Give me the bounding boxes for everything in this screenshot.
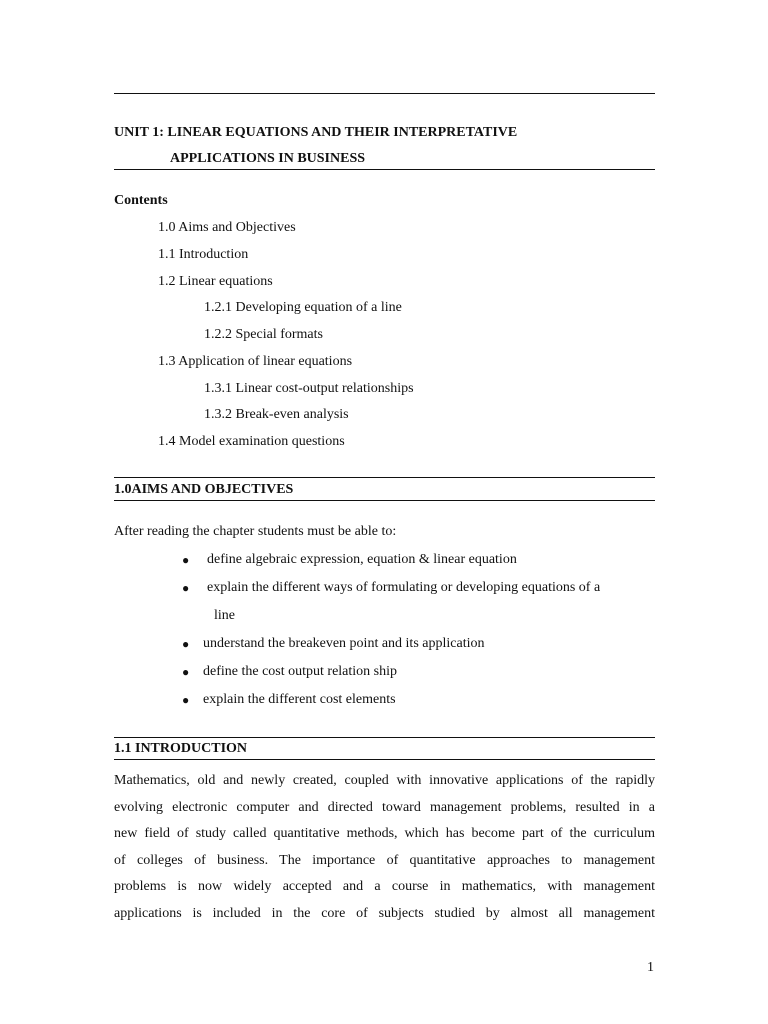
top-rule <box>114 93 655 94</box>
bullet-dot: ● <box>182 581 190 595</box>
aims-bottom-rule <box>114 500 655 501</box>
intro-line: evolving electronic computer and directed toward management problems, resulted in a <box>114 799 655 815</box>
aims-bullet: define algebraic expression, equation & linear equation <box>207 552 517 567</box>
contents-heading: Contents <box>114 193 168 208</box>
aims-top-rule <box>114 477 655 478</box>
intro-line: new field of study called quantitative methods, which has become part of the curriculum <box>114 826 655 842</box>
intro-line: Mathematics, old and newly created, coupled with innovative applications of the rapidly <box>114 773 655 788</box>
aims-bullet: explain the different ways of formulating or developing equations of a <box>207 580 601 595</box>
intro-line: applications is included in the core of subjects studied by almost all management <box>114 905 655 921</box>
bullet-dot: ● <box>182 665 190 679</box>
bullet-dot: ● <box>182 553 190 567</box>
aims-intro: After reading the chapter students must be able to: <box>114 524 397 539</box>
toc-subitem: 1.3.2 Break-even analysis <box>204 407 349 422</box>
title-bottom-rule <box>114 169 655 170</box>
page-number: 1 <box>647 960 654 975</box>
intro-line: of colleges of business. The importance of quantitative approaches to management <box>114 852 655 868</box>
toc-item: 1.3 Application of linear equations <box>158 354 353 369</box>
intro-line: problems is now widely accepted and a course in mathematics, with management <box>114 879 655 895</box>
toc-item: 1.2 Linear equations <box>158 274 273 289</box>
bullet-dot: ● <box>182 637 190 651</box>
toc-subitem: 1.2.1 Developing equation of a line <box>204 300 402 315</box>
bullet-dot: ● <box>182 693 190 707</box>
intro-paragraph <box>114 768 655 928</box>
intro-heading: 1.1 INTRODUCTION <box>114 741 248 756</box>
toc-subitem: 1.3.1 Linear cost-output relationships <box>204 381 414 396</box>
aims-bullet: understand the breakeven point and its application <box>203 636 485 651</box>
unit-title-line2: APPLICATIONS IN BUSINESS <box>170 151 366 166</box>
unit-title-line1: UNIT 1: LINEAR EQUATIONS AND THEIR INTERPRETATIVE <box>114 125 518 140</box>
aims-bullet-continuation: line <box>214 608 235 623</box>
aims-heading: 1.0AIMS AND OBJECTIVES <box>114 482 294 497</box>
toc-item: 1.0 Aims and Objectives <box>158 220 296 235</box>
toc-item: 1.4 Model examination questions <box>158 434 345 449</box>
aims-bullet: define the cost output relation ship <box>203 664 398 679</box>
toc-subitem: 1.2.2 Special formats <box>204 327 323 342</box>
aims-bullet: explain the different cost elements <box>203 692 396 707</box>
intro-bottom-rule <box>114 759 655 760</box>
toc-item: 1.1 Introduction <box>158 247 249 262</box>
intro-top-rule <box>114 737 655 738</box>
